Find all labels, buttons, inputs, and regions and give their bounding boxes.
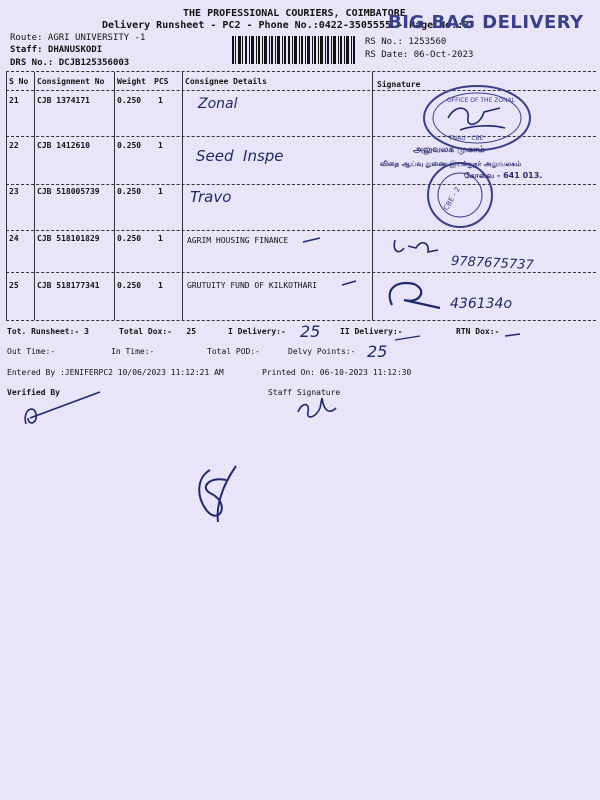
row-sno: 23 <box>9 187 19 196</box>
verified-by-label: Verified By <box>7 388 60 397</box>
row-weight: 0.250 <box>117 281 142 290</box>
runsheet-title: Delivery Runsheet - PC2 - Phone No.:0422-3505555 - Page No.:3 <box>102 20 470 31</box>
row-weight: 0.250 <box>117 234 142 243</box>
row-pcs: 1 <box>158 96 163 105</box>
row-consignment: CJB 518101829 <box>37 234 100 243</box>
tot-runsheet: Tot. Runsheet:- 3 <box>7 327 89 336</box>
total-pod-label: Total POD:- <box>207 347 260 356</box>
svg-text:OFFICE OF THE ZONAL: OFFICE OF THE ZONAL <box>447 97 516 104</box>
total-dox: Total Dox:- 25 <box>119 327 197 336</box>
entered-by: Entered By :JENIFERPC2 10/06/2023 11:12:21 AM <box>7 368 224 377</box>
row-pcs: 1 <box>158 234 163 243</box>
staff-signature-label: Staff Signature <box>268 388 341 397</box>
row-consignment: CJB 1412610 <box>37 141 90 150</box>
route-text: Route: AGRI UNIVERSITY -1 <box>10 33 146 43</box>
out-time-label: Out Time:- <box>7 347 56 356</box>
row-pcs: 1 <box>158 141 163 150</box>
ii-delivery-label: II Delivery:- <box>340 327 403 336</box>
company-name: THE PROFESSIONAL COURIERS, COIMBATORE <box>183 8 406 19</box>
col-header-weight: Weight <box>117 77 146 86</box>
row-consignment: CJB 1374171 <box>37 96 90 105</box>
i-delivery-label: I Delivery:- <box>228 327 286 336</box>
col-header-signature: Signature <box>377 80 421 89</box>
delvy-points-handwritten: 25 <box>367 342 388 361</box>
row-pcs: 1 <box>158 187 163 196</box>
col-header-consignee: Consignee Details <box>185 77 267 86</box>
signature-scribble <box>394 240 438 252</box>
col-header-pcs: PCS <box>154 77 169 86</box>
handwritten-number: 436134o <box>450 296 513 312</box>
row-consignment: CJB 518177341 <box>37 281 100 290</box>
signature-scribble <box>448 108 505 130</box>
col-header-sno: S No <box>9 77 29 86</box>
i-delivery-handwritten: 25 <box>300 322 321 341</box>
svg-text:CBE - 2: CBE - 2 <box>442 185 462 212</box>
delvy-points-label: Delvy Points:- <box>288 347 356 356</box>
tamil-stamp-line3: கோவை - 641 013. <box>464 171 543 180</box>
printed-on: Printed On: 06-10-2023 11:12:30 <box>262 368 412 377</box>
handwritten-consignee: Travo <box>190 188 232 206</box>
drs-number: DRS No.: DCJB125356003 <box>10 58 130 68</box>
tamil-stamp-line1: அலுவலக முகாம் <box>413 145 485 155</box>
row-weight: 0.250 <box>117 96 142 105</box>
handwritten-consignee: Seed Inspe <box>196 147 284 165</box>
col-header-consignment: Consignment No <box>37 77 105 86</box>
row-weight: 0.250 <box>117 141 142 150</box>
signature-scribble <box>390 283 440 308</box>
handwritten-consignee: Zonal <box>198 96 238 112</box>
svg-text:TNAU · CBE: TNAU · CBE <box>449 135 484 142</box>
rtn-dox-label: RTN Dox:- <box>456 327 500 336</box>
rs-date: RS Date: 06-Oct-2023 <box>365 50 474 60</box>
rs-number: RS No.: 1253560 <box>365 37 447 47</box>
row-consignee-details: AGRIM HOUSING FINANCE <box>187 236 289 245</box>
row-sno: 21 <box>9 96 19 105</box>
row-sno: 25 <box>9 281 19 290</box>
large-signature <box>199 466 236 522</box>
in-time-label: In Time:- <box>111 347 155 356</box>
signature-dash <box>505 334 520 336</box>
big-bag-delivery-stamp: BIG BAG DELIVERY <box>388 12 584 33</box>
handwritten-phone: 9787675737 <box>450 253 535 274</box>
row-consignee-details: GRUTUITY FUND OF KILKOTHARI <box>187 281 318 290</box>
staff-signature <box>298 398 336 417</box>
signature-dash <box>303 238 320 242</box>
signature-dash <box>342 281 356 285</box>
row-pcs: 1 <box>158 281 163 290</box>
row-weight: 0.250 <box>117 187 142 196</box>
row-sno: 22 <box>9 141 19 150</box>
row-sno: 24 <box>9 234 19 243</box>
signature-dash <box>395 336 420 340</box>
round-office-stamp <box>424 86 530 150</box>
row-consignment: CJB 518005739 <box>37 187 100 196</box>
staff-text: Staff: DHANUSKODI <box>10 45 103 55</box>
tamil-stamp-line2: விதை ஆய்வு துணை இயக்குநர் அலுவலகம் <box>380 160 522 168</box>
